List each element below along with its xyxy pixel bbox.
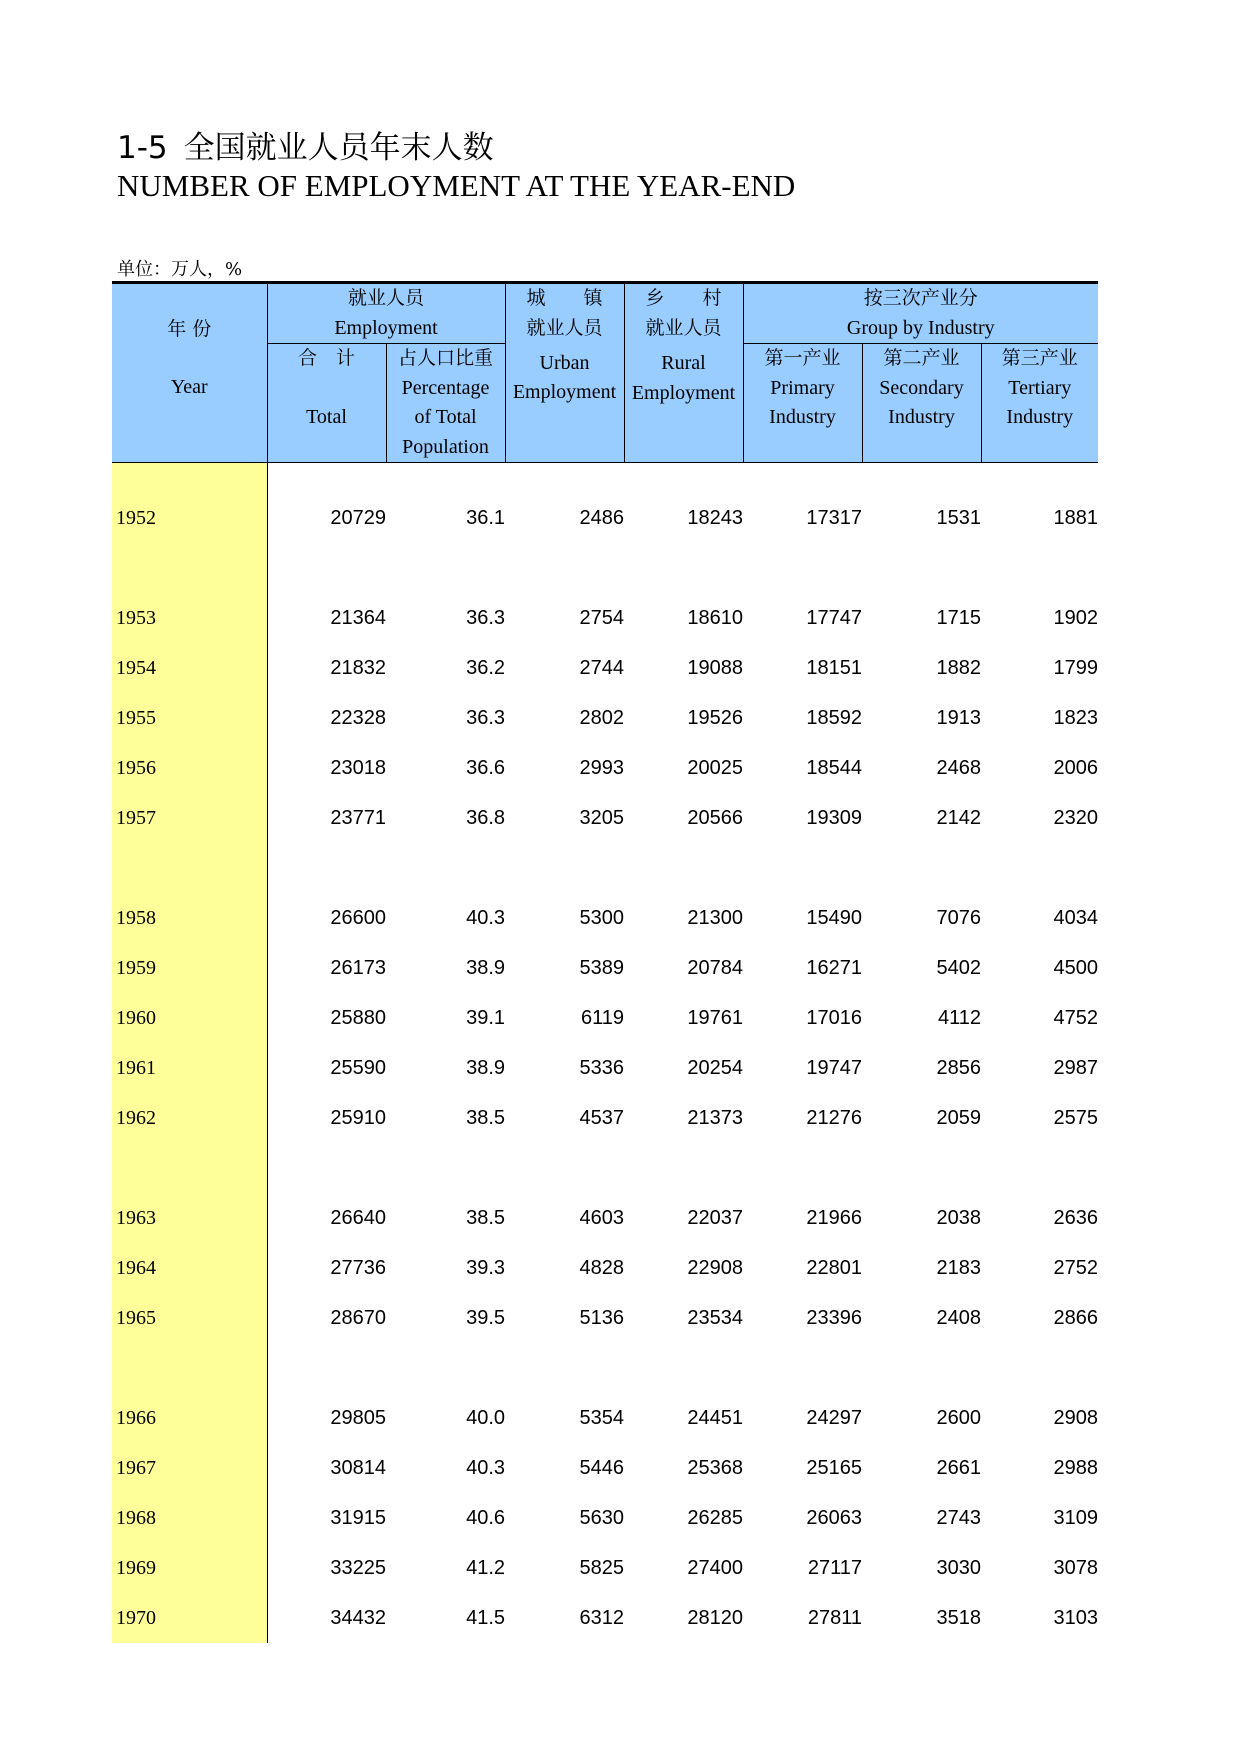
- primary-cell: 21966: [806, 1206, 863, 1229]
- unit-note: 单位：万人，%: [117, 259, 243, 280]
- secondary-cell: 2059: [936, 1106, 982, 1129]
- urban-cell: 4537: [579, 1106, 625, 1129]
- pct-cell: 41.2: [466, 1556, 506, 1579]
- total-cell: 22328: [330, 706, 386, 729]
- rural-cell: 21300: [687, 906, 744, 929]
- tertiary-cell: 4034: [1053, 906, 1099, 929]
- tertiary-cell: 2575: [1053, 1106, 1099, 1129]
- year-cell: 1952: [112, 493, 267, 543]
- primary-cell: 16271: [806, 956, 863, 979]
- spacer-row: [112, 463, 1098, 494]
- empty-cell: [981, 1143, 1098, 1193]
- header-urban-cn-2: 就业人员: [526, 316, 603, 339]
- pct-cell: 36.1: [466, 506, 506, 529]
- employment-table: [112, 284, 1098, 1643]
- year-cell: 1968: [112, 1493, 267, 1543]
- secondary-cell: 3518: [936, 1606, 982, 1629]
- secondary-cell: 1715: [936, 606, 982, 629]
- empty-cell: [862, 1143, 981, 1193]
- secondary-cell: 2856: [936, 1056, 982, 1079]
- year-cell: 1962: [112, 1093, 267, 1143]
- primary-cell: 17747: [806, 606, 863, 629]
- year-cell: 1955: [112, 693, 267, 743]
- rural-cell: 22908: [687, 1256, 744, 1279]
- tertiary-cell: 2636: [1053, 1206, 1099, 1229]
- pct-cell: 40.0: [466, 1406, 506, 1429]
- primary-cell: 19747: [806, 1056, 863, 1079]
- primary-cell: 21276: [806, 1106, 863, 1129]
- header-industry-group: [743, 284, 1098, 344]
- empty-cell: [624, 463, 743, 494]
- table-row: [112, 693, 1098, 743]
- secondary-cell: 1882: [936, 656, 982, 679]
- header-employment: [267, 284, 505, 344]
- table-row: [112, 1443, 1098, 1493]
- primary-cell: 18544: [806, 756, 863, 779]
- total-cell: 25880: [330, 1006, 386, 1029]
- urban-cell: 3205: [579, 806, 625, 829]
- empty-cell: [862, 463, 981, 494]
- header-secondary-en-2: Industry: [888, 406, 955, 428]
- header-total: [267, 344, 386, 463]
- table-row: [112, 893, 1098, 943]
- table-body: [112, 463, 1098, 1644]
- page-title-en: NUMBER OF EMPLOYMENT AT THE YEAR-END: [117, 168, 796, 203]
- primary-cell: 23396: [806, 1306, 863, 1329]
- header-primary-cn: 第一产业: [764, 347, 841, 369]
- secondary-cell: 2600: [936, 1406, 982, 1429]
- table-row: [112, 1593, 1098, 1643]
- urban-cell: 6312: [579, 1606, 625, 1629]
- year-cell: 1958: [112, 893, 267, 943]
- header-pct-en-3: Population: [402, 435, 489, 458]
- pct-cell: 39.3: [466, 1256, 506, 1279]
- rural-cell: 28120: [687, 1606, 744, 1629]
- header-rural-cn-1: 乡 村: [645, 287, 722, 309]
- total-cell: 27736: [330, 1256, 386, 1279]
- table-number: 1-5: [117, 130, 168, 166]
- total-cell: 25910: [330, 1106, 386, 1129]
- empty-cell: [267, 843, 386, 893]
- header-pct-en-2: of Total: [414, 406, 477, 428]
- total-cell: 34432: [330, 1606, 386, 1629]
- year-cell: 1963: [112, 1193, 267, 1243]
- total-cell: 21832: [330, 656, 386, 679]
- tertiary-cell: 1902: [1053, 606, 1099, 629]
- total-cell: 31915: [330, 1506, 386, 1529]
- header-rural-en: Rural Employment: [631, 352, 736, 404]
- year-cell: 1957: [112, 793, 267, 843]
- header-tertiary-en-1: Tertiary: [1008, 376, 1072, 399]
- pct-cell: 39.5: [466, 1306, 506, 1329]
- header-year-en: Year: [170, 376, 208, 398]
- total-cell: 29805: [330, 1406, 386, 1429]
- pct-cell: 38.5: [466, 1206, 506, 1229]
- header-urban-en: Urban Employment: [512, 352, 617, 403]
- year-cell: 1970: [112, 1593, 267, 1643]
- primary-cell: 17016: [806, 1006, 863, 1029]
- tertiary-cell: 3109: [1053, 1506, 1099, 1529]
- empty-cell: [505, 1143, 624, 1193]
- tertiary-cell: 2908: [1053, 1406, 1099, 1429]
- empty-cell: [386, 1343, 505, 1393]
- year-cell: 1964: [112, 1243, 267, 1293]
- header-year: [112, 284, 267, 463]
- urban-cell: 2744: [579, 656, 625, 679]
- rural-cell: 20784: [687, 956, 744, 979]
- empty-cell: [862, 843, 981, 893]
- header-tertiary-cn: 第三产业: [1001, 347, 1078, 369]
- header-percentage: [386, 344, 505, 463]
- pct-cell: 36.3: [466, 606, 506, 629]
- empty-cell: [624, 543, 743, 593]
- empty-cell: [267, 543, 386, 593]
- rural-cell: 26285: [687, 1506, 744, 1529]
- empty-cell: [505, 843, 624, 893]
- year-cell: 1959: [112, 943, 267, 993]
- secondary-cell: 3030: [936, 1556, 982, 1579]
- table-row: [112, 1493, 1098, 1543]
- header-urban-cn-1: 城 镇: [526, 287, 603, 309]
- empty-cell: [267, 1143, 386, 1193]
- urban-cell: 4828: [579, 1256, 625, 1279]
- empty-cell: [981, 1343, 1098, 1393]
- tertiary-cell: 2988: [1053, 1456, 1099, 1479]
- header-secondary-cn: 第二产业: [883, 347, 960, 369]
- empty-cell: [386, 1143, 505, 1193]
- year-cell: 1953: [112, 593, 267, 643]
- empty-cell: [505, 1343, 624, 1393]
- total-cell: 25590: [330, 1056, 386, 1079]
- empty-cell: [624, 1143, 743, 1193]
- header-employment-cn: 就业人员: [348, 287, 425, 309]
- year-cell: 1969: [112, 1543, 267, 1593]
- pct-cell: 39.1: [466, 1006, 506, 1029]
- year-cell: 1965: [112, 1293, 267, 1343]
- header-total-cn: 合 计: [297, 347, 355, 369]
- empty-cell: [743, 1143, 862, 1193]
- header-employment-en: Employment: [334, 316, 438, 339]
- table-row: [112, 1543, 1098, 1593]
- empty-cell: [505, 543, 624, 593]
- secondary-cell: 2743: [936, 1506, 982, 1529]
- total-cell: 33225: [330, 1556, 386, 1579]
- header-pct-en-1: Percentage: [401, 376, 490, 399]
- urban-cell: 5300: [579, 906, 625, 929]
- urban-cell: 5389: [579, 956, 625, 979]
- tertiary-cell: 2320: [1053, 806, 1099, 829]
- total-cell: 23771: [330, 806, 386, 829]
- empty-cell: [981, 463, 1098, 494]
- secondary-cell: 5402: [936, 956, 982, 979]
- secondary-cell: 1531: [936, 506, 982, 529]
- table-row: [112, 1393, 1098, 1443]
- empty-cell: [743, 543, 862, 593]
- empty-cell: [743, 1343, 862, 1393]
- urban-cell: 2993: [579, 756, 625, 779]
- pct-cell: 36.3: [466, 706, 506, 729]
- year-cell: 1954: [112, 643, 267, 693]
- empty-cell: [505, 463, 624, 494]
- year-cell: 1956: [112, 743, 267, 793]
- table-row: [112, 593, 1098, 643]
- rural-cell: 20025: [687, 756, 744, 779]
- urban-cell: 5825: [579, 1556, 625, 1579]
- tertiary-cell: 2987: [1053, 1056, 1099, 1079]
- header-primary-en-1: Primary: [770, 376, 835, 399]
- empty-cell: [981, 843, 1098, 893]
- empty-cell: [267, 463, 386, 494]
- pct-cell: 36.6: [466, 756, 506, 779]
- year-cell: 1967: [112, 1443, 267, 1493]
- empty-cell: [743, 463, 862, 494]
- pct-cell: 40.3: [466, 906, 506, 929]
- tertiary-cell: 2006: [1053, 756, 1099, 779]
- primary-cell: 27811: [807, 1606, 863, 1629]
- tertiary-cell: 2866: [1053, 1306, 1099, 1329]
- empty-cell: [386, 463, 505, 494]
- year-cell: 1966: [112, 1393, 267, 1443]
- empty-cell: [386, 543, 505, 593]
- rural-cell: 18610: [687, 606, 744, 629]
- tertiary-cell: 3078: [1053, 1556, 1099, 1579]
- total-cell: 20729: [330, 506, 386, 529]
- table-row: [112, 1193, 1098, 1243]
- primary-cell: 27117: [807, 1556, 863, 1579]
- tertiary-cell: 3103: [1053, 1606, 1099, 1629]
- table-row: [112, 1043, 1098, 1093]
- header-rural-cn-2: 就业人员: [645, 316, 722, 339]
- secondary-cell: 1913: [936, 706, 982, 729]
- urban-cell: 4603: [579, 1206, 625, 1229]
- table-header: [112, 284, 1098, 463]
- rural-cell: 25368: [687, 1456, 744, 1479]
- tertiary-cell: 2752: [1053, 1256, 1099, 1279]
- header-rural: [624, 284, 743, 463]
- table-row: [112, 743, 1098, 793]
- spacer-row: [112, 1143, 1098, 1193]
- urban-cell: 5630: [579, 1506, 625, 1529]
- table-row: [112, 1093, 1098, 1143]
- total-cell: 30814: [330, 1456, 386, 1479]
- header-tertiary: [981, 344, 1098, 463]
- secondary-cell: 7076: [936, 906, 982, 929]
- pct-cell: 36.2: [466, 656, 506, 679]
- header-tertiary-en-2: Industry: [1006, 406, 1074, 428]
- rural-cell: 24451: [687, 1406, 744, 1429]
- header-primary-en-2: Industry: [769, 406, 836, 428]
- table-row: [112, 1293, 1098, 1343]
- secondary-cell: 2661: [936, 1456, 982, 1479]
- total-cell: 26640: [330, 1206, 386, 1229]
- year-cell: 1961: [112, 1043, 267, 1093]
- table-row: [112, 943, 1098, 993]
- pct-cell: 40.6: [466, 1506, 506, 1529]
- urban-cell: 2754: [579, 606, 625, 629]
- total-cell: 28670: [330, 1306, 386, 1329]
- tertiary-cell: 4500: [1053, 956, 1099, 979]
- table-row: [112, 643, 1098, 693]
- pct-cell: 38.5: [466, 1106, 506, 1129]
- spacer-row: [112, 843, 1098, 893]
- table-row: [112, 793, 1098, 843]
- page-title-cn: [117, 122, 494, 167]
- primary-cell: 25165: [806, 1456, 863, 1479]
- total-cell: 26600: [330, 906, 386, 929]
- year-cell-empty: [112, 1343, 267, 1393]
- tertiary-cell: 1799: [1053, 656, 1099, 679]
- empty-cell: [624, 1343, 743, 1393]
- rural-cell: 22037: [687, 1206, 744, 1229]
- secondary-cell: 2408: [936, 1306, 982, 1329]
- primary-cell: 17317: [806, 506, 863, 529]
- tertiary-cell: 4752: [1053, 1006, 1099, 1029]
- total-cell: 26173: [330, 956, 386, 979]
- year-cell-empty: [112, 463, 267, 494]
- header-industry-cn: 按三次产业分: [863, 287, 978, 309]
- secondary-cell: 2183: [936, 1256, 982, 1279]
- table-row: [112, 1243, 1098, 1293]
- rural-cell: 20566: [687, 806, 744, 829]
- tertiary-cell: 1823: [1053, 706, 1099, 729]
- empty-cell: [743, 843, 862, 893]
- spacer-row: [112, 1343, 1098, 1393]
- secondary-cell: 2038: [936, 1206, 982, 1229]
- total-cell: 21364: [330, 606, 386, 629]
- primary-cell: 18592: [806, 706, 863, 729]
- primary-cell: 18151: [806, 656, 863, 679]
- urban-cell: 6119: [581, 1006, 625, 1029]
- rural-cell: 23534: [687, 1306, 744, 1329]
- spacer-row: [112, 543, 1098, 593]
- year-cell-empty: [112, 843, 267, 893]
- year-cell-empty: [112, 543, 267, 593]
- pct-cell: 41.5: [466, 1606, 506, 1629]
- urban-cell: 2486: [579, 506, 625, 529]
- rural-cell: 20254: [687, 1056, 744, 1079]
- urban-cell: 5354: [579, 1406, 625, 1429]
- primary-cell: 24297: [806, 1406, 863, 1429]
- primary-cell: 15490: [806, 906, 863, 929]
- total-cell: 23018: [330, 756, 386, 779]
- urban-cell: 5336: [579, 1056, 625, 1079]
- title-cn-text: 全国就业人员年末人数: [183, 130, 494, 166]
- empty-cell: [386, 843, 505, 893]
- urban-cell: 5136: [579, 1306, 625, 1329]
- pct-cell: 38.9: [466, 1056, 506, 1079]
- empty-cell: [267, 1343, 386, 1393]
- pct-cell: 36.8: [466, 806, 506, 829]
- secondary-cell: 2142: [936, 806, 982, 829]
- header-total-en: Total: [306, 405, 347, 428]
- table-row: [112, 993, 1098, 1043]
- rural-cell: 27400: [687, 1556, 744, 1579]
- rural-cell: 21373: [687, 1106, 744, 1129]
- header-pct-cn: 占人口比重: [398, 347, 494, 369]
- year-cell: 1960: [112, 993, 267, 1043]
- table-row: [112, 493, 1098, 543]
- primary-cell: 19309: [806, 806, 863, 829]
- urban-cell: 5446: [579, 1456, 625, 1479]
- urban-cell: 2802: [579, 706, 625, 729]
- rural-cell: 19088: [687, 656, 744, 679]
- pct-cell: 40.3: [466, 1456, 506, 1479]
- header-industry-en: Group by Industry: [846, 316, 995, 339]
- empty-cell: [981, 543, 1098, 593]
- rural-cell: 18243: [687, 506, 744, 529]
- header-urban: [505, 284, 624, 463]
- empty-cell: [862, 543, 981, 593]
- primary-cell: 22801: [806, 1256, 863, 1279]
- header-secondary: [862, 344, 981, 463]
- header-year-cn: 年 份: [167, 317, 212, 340]
- secondary-cell: 2468: [936, 756, 982, 779]
- header-primary: [743, 344, 862, 463]
- empty-cell: [862, 1343, 981, 1393]
- tertiary-cell: 1881: [1053, 506, 1099, 529]
- rural-cell: 19526: [687, 706, 744, 729]
- rural-cell: 19761: [687, 1006, 744, 1029]
- empty-cell: [624, 843, 743, 893]
- pct-cell: 38.9: [466, 956, 506, 979]
- primary-cell: 26063: [806, 1506, 863, 1529]
- header-secondary-en-1: Secondary: [879, 376, 964, 399]
- year-cell-empty: [112, 1143, 267, 1193]
- secondary-cell: 4112: [938, 1006, 982, 1029]
